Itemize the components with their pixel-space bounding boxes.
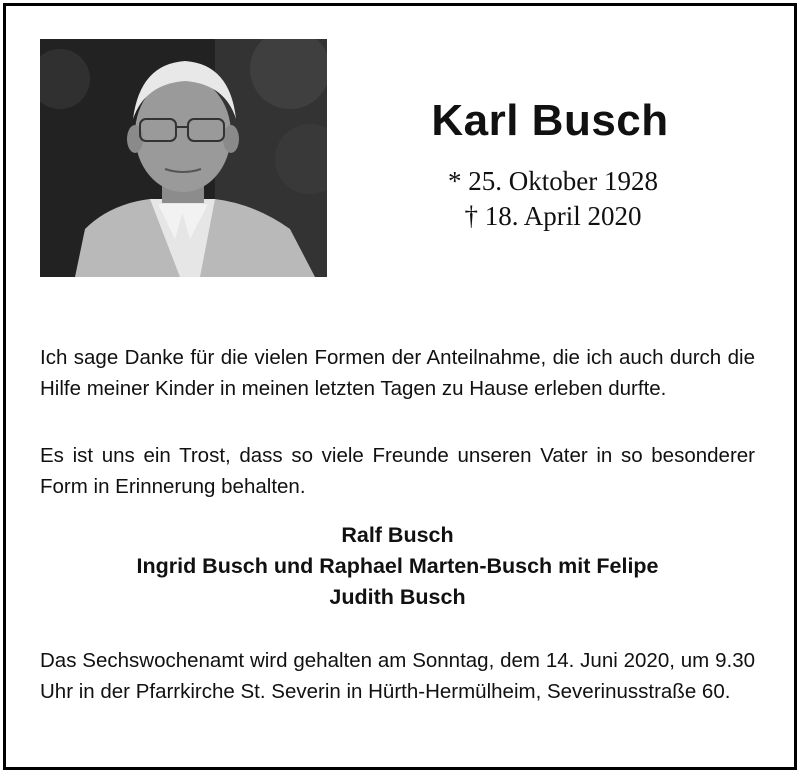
service-paragraph: Das Sechswochenamt wird gehalten am Sonntag, dem 14. Juni 2020, um 9.30 Uhr in der Pfarrkirche St. Severin in Hürth-Hermülheim, Severinusstraße 60. <box>40 649 755 703</box>
deceased-name: Karl Busch <box>431 96 669 145</box>
signer-name: Judith Busch <box>329 585 466 609</box>
signer-name: Ralf Busch <box>341 523 454 547</box>
signer-name: Ingrid Busch und Raphael Marten-Busch mit Felipe <box>136 554 659 578</box>
thanks-paragraph: Ich sage Danke für die vielen Formen der Anteilnahme, die ich auch durch die Hilfe meiner Kinder in meinen letzten Tagen zu Hause erleben durfte. <box>40 346 755 400</box>
portrait-photo <box>40 39 327 277</box>
signers-block <box>40 520 755 613</box>
death-date: † 18. April 2020 <box>464 201 642 231</box>
comfort-paragraph: Es ist uns ein Trost, dass so viele Freunde unseren Vater in so besonderer Form in Erinnerung behalten. <box>40 444 755 498</box>
birth-date: * 25. Oktober 1928 <box>448 166 658 196</box>
